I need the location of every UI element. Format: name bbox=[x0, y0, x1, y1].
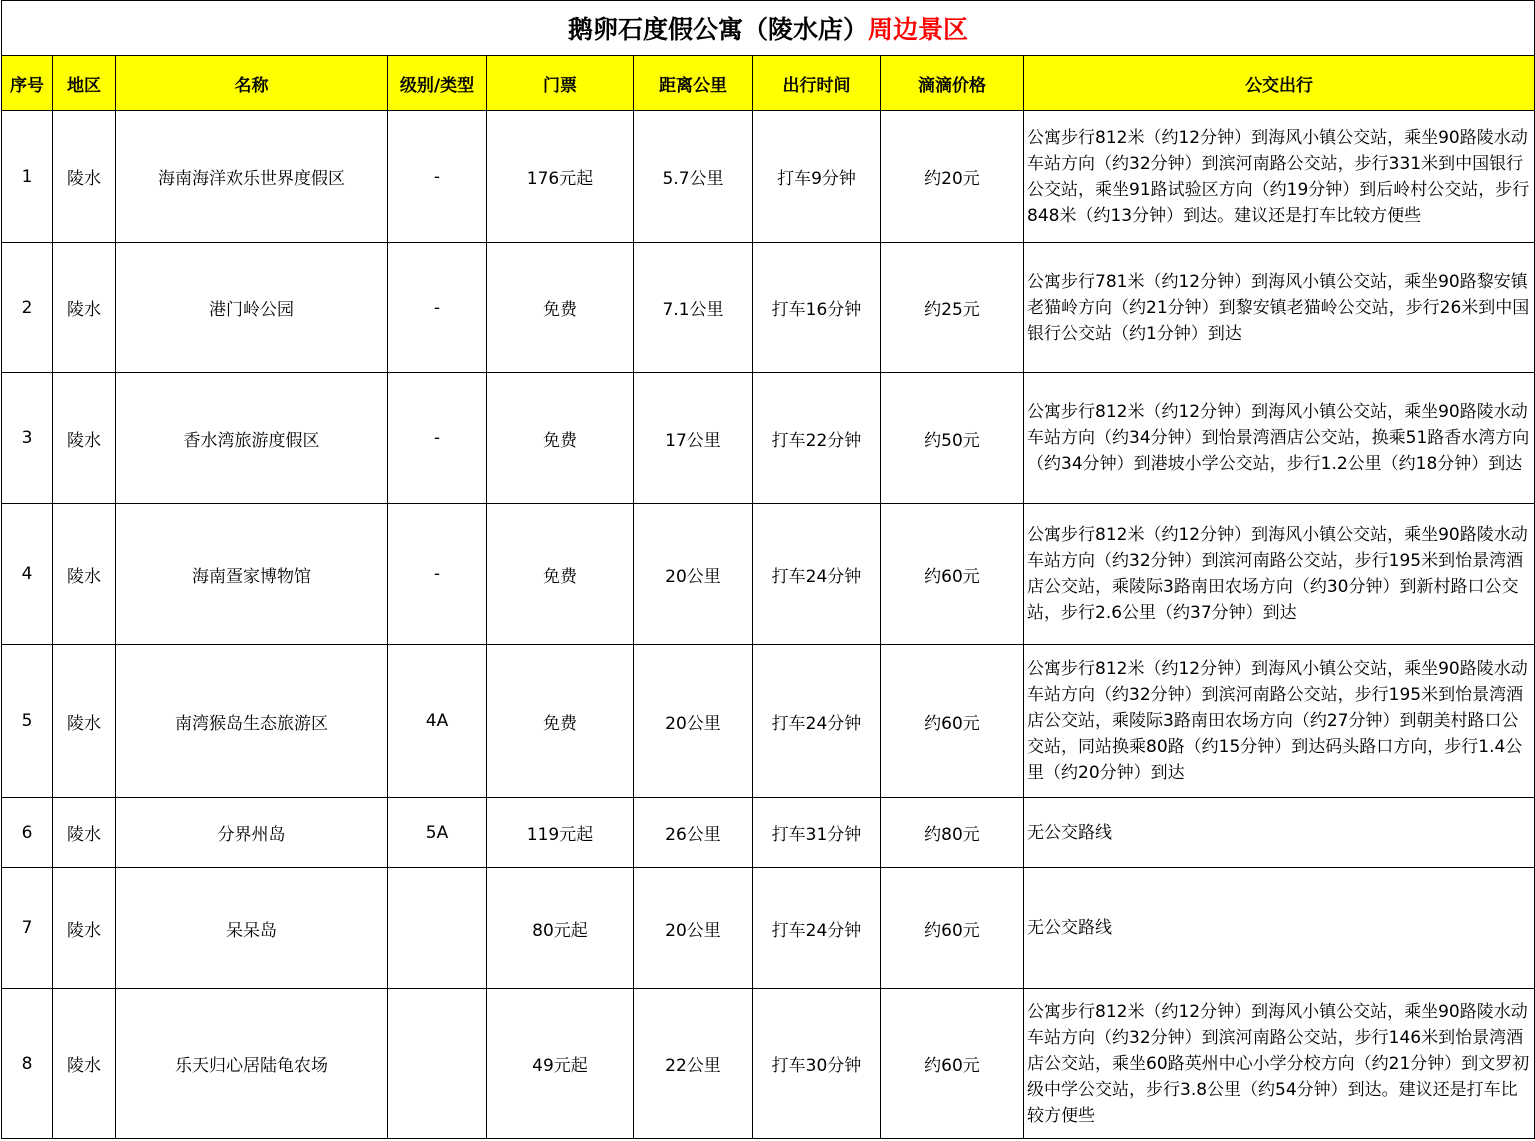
cell-name: 乐天归心居陆龟农场 bbox=[116, 989, 388, 1139]
cell-ticket: 免费 bbox=[487, 504, 634, 645]
col-header-bus: 公交出行 bbox=[1024, 56, 1535, 111]
cell-bus: 公寓步行781米（约12分钟）到海风小镇公交站，乘坐90路黎安镇老猫岭方向（约21分钟）到黎安镇老猫岭公交站，步行26米到中国银行公交站（约1分钟）到达 bbox=[1024, 243, 1535, 373]
cell-no: 8 bbox=[2, 989, 53, 1139]
cell-no: 1 bbox=[2, 111, 53, 243]
cell-price: 约80元 bbox=[881, 798, 1024, 868]
cell-time: 打车24分钟 bbox=[753, 504, 881, 645]
cell-bus: 公寓步行812米（约12分钟）到海风小镇公交站，乘坐90路陵水动车站方向（约32分钟）到滨河南路公交站，步行146米到怡景湾酒店公交站，乘坐60路英州中心小学分校方向（约21分钟）到文罗初级中学公交站，步行3.8公里（约54分钟）到达。建议还是打车比较方便些 bbox=[1024, 989, 1535, 1139]
cell-time: 打车16分钟 bbox=[753, 243, 881, 373]
col-header-name: 名称 bbox=[116, 56, 388, 111]
table-row bbox=[2, 243, 1535, 373]
cell-price: 约50元 bbox=[881, 373, 1024, 504]
title-main: 鹅卵石度假公寓（陵水店） bbox=[568, 15, 869, 44]
cell-distance: 20公里 bbox=[634, 645, 753, 798]
cell-bus: 无公交路线 bbox=[1024, 798, 1535, 868]
col-header-no: 序号 bbox=[2, 56, 53, 111]
cell-area: 陵水 bbox=[53, 989, 116, 1139]
table-row bbox=[2, 373, 1535, 504]
attractions-table bbox=[1, 0, 1535, 1139]
col-header-distance: 距离公里 bbox=[634, 56, 753, 111]
col-header-ticket: 门票 bbox=[487, 56, 634, 111]
cell-name: 南湾猴岛生态旅游区 bbox=[116, 645, 388, 798]
cell-no: 2 bbox=[2, 243, 53, 373]
col-header-time: 出行时间 bbox=[753, 56, 881, 111]
cell-ticket: 80元起 bbox=[487, 868, 634, 989]
cell-distance: 26公里 bbox=[634, 798, 753, 868]
cell-distance: 20公里 bbox=[634, 868, 753, 989]
cell-price: 约60元 bbox=[881, 504, 1024, 645]
cell-time: 打车9分钟 bbox=[753, 111, 881, 243]
cell-level: 4A bbox=[388, 645, 487, 798]
cell-price: 约60元 bbox=[881, 868, 1024, 989]
table-row bbox=[2, 504, 1535, 645]
cell-price: 约25元 bbox=[881, 243, 1024, 373]
cell-distance: 17公里 bbox=[634, 373, 753, 504]
cell-ticket: 119元起 bbox=[487, 798, 634, 868]
cell-price: 约60元 bbox=[881, 989, 1024, 1139]
cell-level: 5A bbox=[388, 798, 487, 868]
cell-time: 打车24分钟 bbox=[753, 868, 881, 989]
title-row bbox=[2, 1, 1535, 56]
cell-bus: 公寓步行812米（约12分钟）到海风小镇公交站，乘坐90路陵水动车站方向（约32分钟）到滨河南路公交站，步行195米到怡景湾酒店公交站，乘陵际3路南田农场方向（约30分钟）到新村路口公交站，步行2.6公里（约37分钟）到达 bbox=[1024, 504, 1535, 645]
cell-area: 陵水 bbox=[53, 868, 116, 989]
cell-level: - bbox=[388, 111, 487, 243]
cell-bus: 公寓步行812米（约12分钟）到海风小镇公交站，乘坐90路陵水动车站方向（约34分钟）到怡景湾酒店公交站，换乘51路香水湾方向（约34分钟）到港坡小学公交站，步行1.2公里（约18分钟）到达 bbox=[1024, 373, 1535, 504]
cell-bus: 公寓步行812米（约12分钟）到海风小镇公交站，乘坐90路陵水动车站方向（约32分钟）到滨河南路公交站，步行331米到中国银行公交站，乘坐91路试验区方向（约19分钟）到后岭村公交站，步行848米（约13分钟）到达。建议还是打车比较方便些 bbox=[1024, 111, 1535, 243]
cell-ticket: 免费 bbox=[487, 243, 634, 373]
cell-ticket: 49元起 bbox=[487, 989, 634, 1139]
cell-name: 呆呆岛 bbox=[116, 868, 388, 989]
cell-level bbox=[388, 868, 487, 989]
cell-distance: 20公里 bbox=[634, 504, 753, 645]
cell-ticket: 176元起 bbox=[487, 111, 634, 243]
cell-no: 6 bbox=[2, 798, 53, 868]
cell-no: 7 bbox=[2, 868, 53, 989]
cell-price: 约20元 bbox=[881, 111, 1024, 243]
page-title bbox=[2, 1, 1535, 56]
table-row bbox=[2, 111, 1535, 243]
cell-price: 约60元 bbox=[881, 645, 1024, 798]
cell-level: - bbox=[388, 504, 487, 645]
table-row bbox=[2, 798, 1535, 868]
cell-area: 陵水 bbox=[53, 111, 116, 243]
cell-ticket: 免费 bbox=[487, 645, 634, 798]
table-row bbox=[2, 989, 1535, 1139]
cell-bus: 公寓步行812米（约12分钟）到海风小镇公交站，乘坐90路陵水动车站方向（约32分钟）到滨河南路公交站，步行195米到怡景湾酒店公交站，乘陵际3路南田农场方向（约27分钟）到朝美村路口公交站，同站换乘80路（约15分钟）到达码头路口方向，步行1.4公里（约20分钟）到达 bbox=[1024, 645, 1535, 798]
cell-time: 打车22分钟 bbox=[753, 373, 881, 504]
cell-distance: 5.7公里 bbox=[634, 111, 753, 243]
cell-level: - bbox=[388, 243, 487, 373]
cell-name: 海南疍家博物馆 bbox=[116, 504, 388, 645]
cell-name: 海南海洋欢乐世界度假区 bbox=[116, 111, 388, 243]
cell-no: 4 bbox=[2, 504, 53, 645]
cell-name: 香水湾旅游度假区 bbox=[116, 373, 388, 504]
cell-distance: 7.1公里 bbox=[634, 243, 753, 373]
table-row bbox=[2, 868, 1535, 989]
cell-time: 打车24分钟 bbox=[753, 645, 881, 798]
cell-area: 陵水 bbox=[53, 373, 116, 504]
cell-level: - bbox=[388, 373, 487, 504]
table-row bbox=[2, 645, 1535, 798]
cell-distance: 22公里 bbox=[634, 989, 753, 1139]
cell-no: 3 bbox=[2, 373, 53, 504]
title-accent: 周边景区 bbox=[868, 15, 969, 44]
cell-area: 陵水 bbox=[53, 504, 116, 645]
cell-no: 5 bbox=[2, 645, 53, 798]
cell-bus: 无公交路线 bbox=[1024, 868, 1535, 989]
cell-area: 陵水 bbox=[53, 243, 116, 373]
cell-area: 陵水 bbox=[53, 798, 116, 868]
col-header-level: 级别/类型 bbox=[388, 56, 487, 111]
cell-ticket: 免费 bbox=[487, 373, 634, 504]
cell-name: 分界州岛 bbox=[116, 798, 388, 868]
col-header-area: 地区 bbox=[53, 56, 116, 111]
cell-name: 港门岭公园 bbox=[116, 243, 388, 373]
header-row bbox=[2, 56, 1535, 111]
cell-level bbox=[388, 989, 487, 1139]
col-header-price: 滴滴价格 bbox=[881, 56, 1024, 111]
cell-area: 陵水 bbox=[53, 645, 116, 798]
cell-time: 打车30分钟 bbox=[753, 989, 881, 1139]
cell-time: 打车31分钟 bbox=[753, 798, 881, 868]
